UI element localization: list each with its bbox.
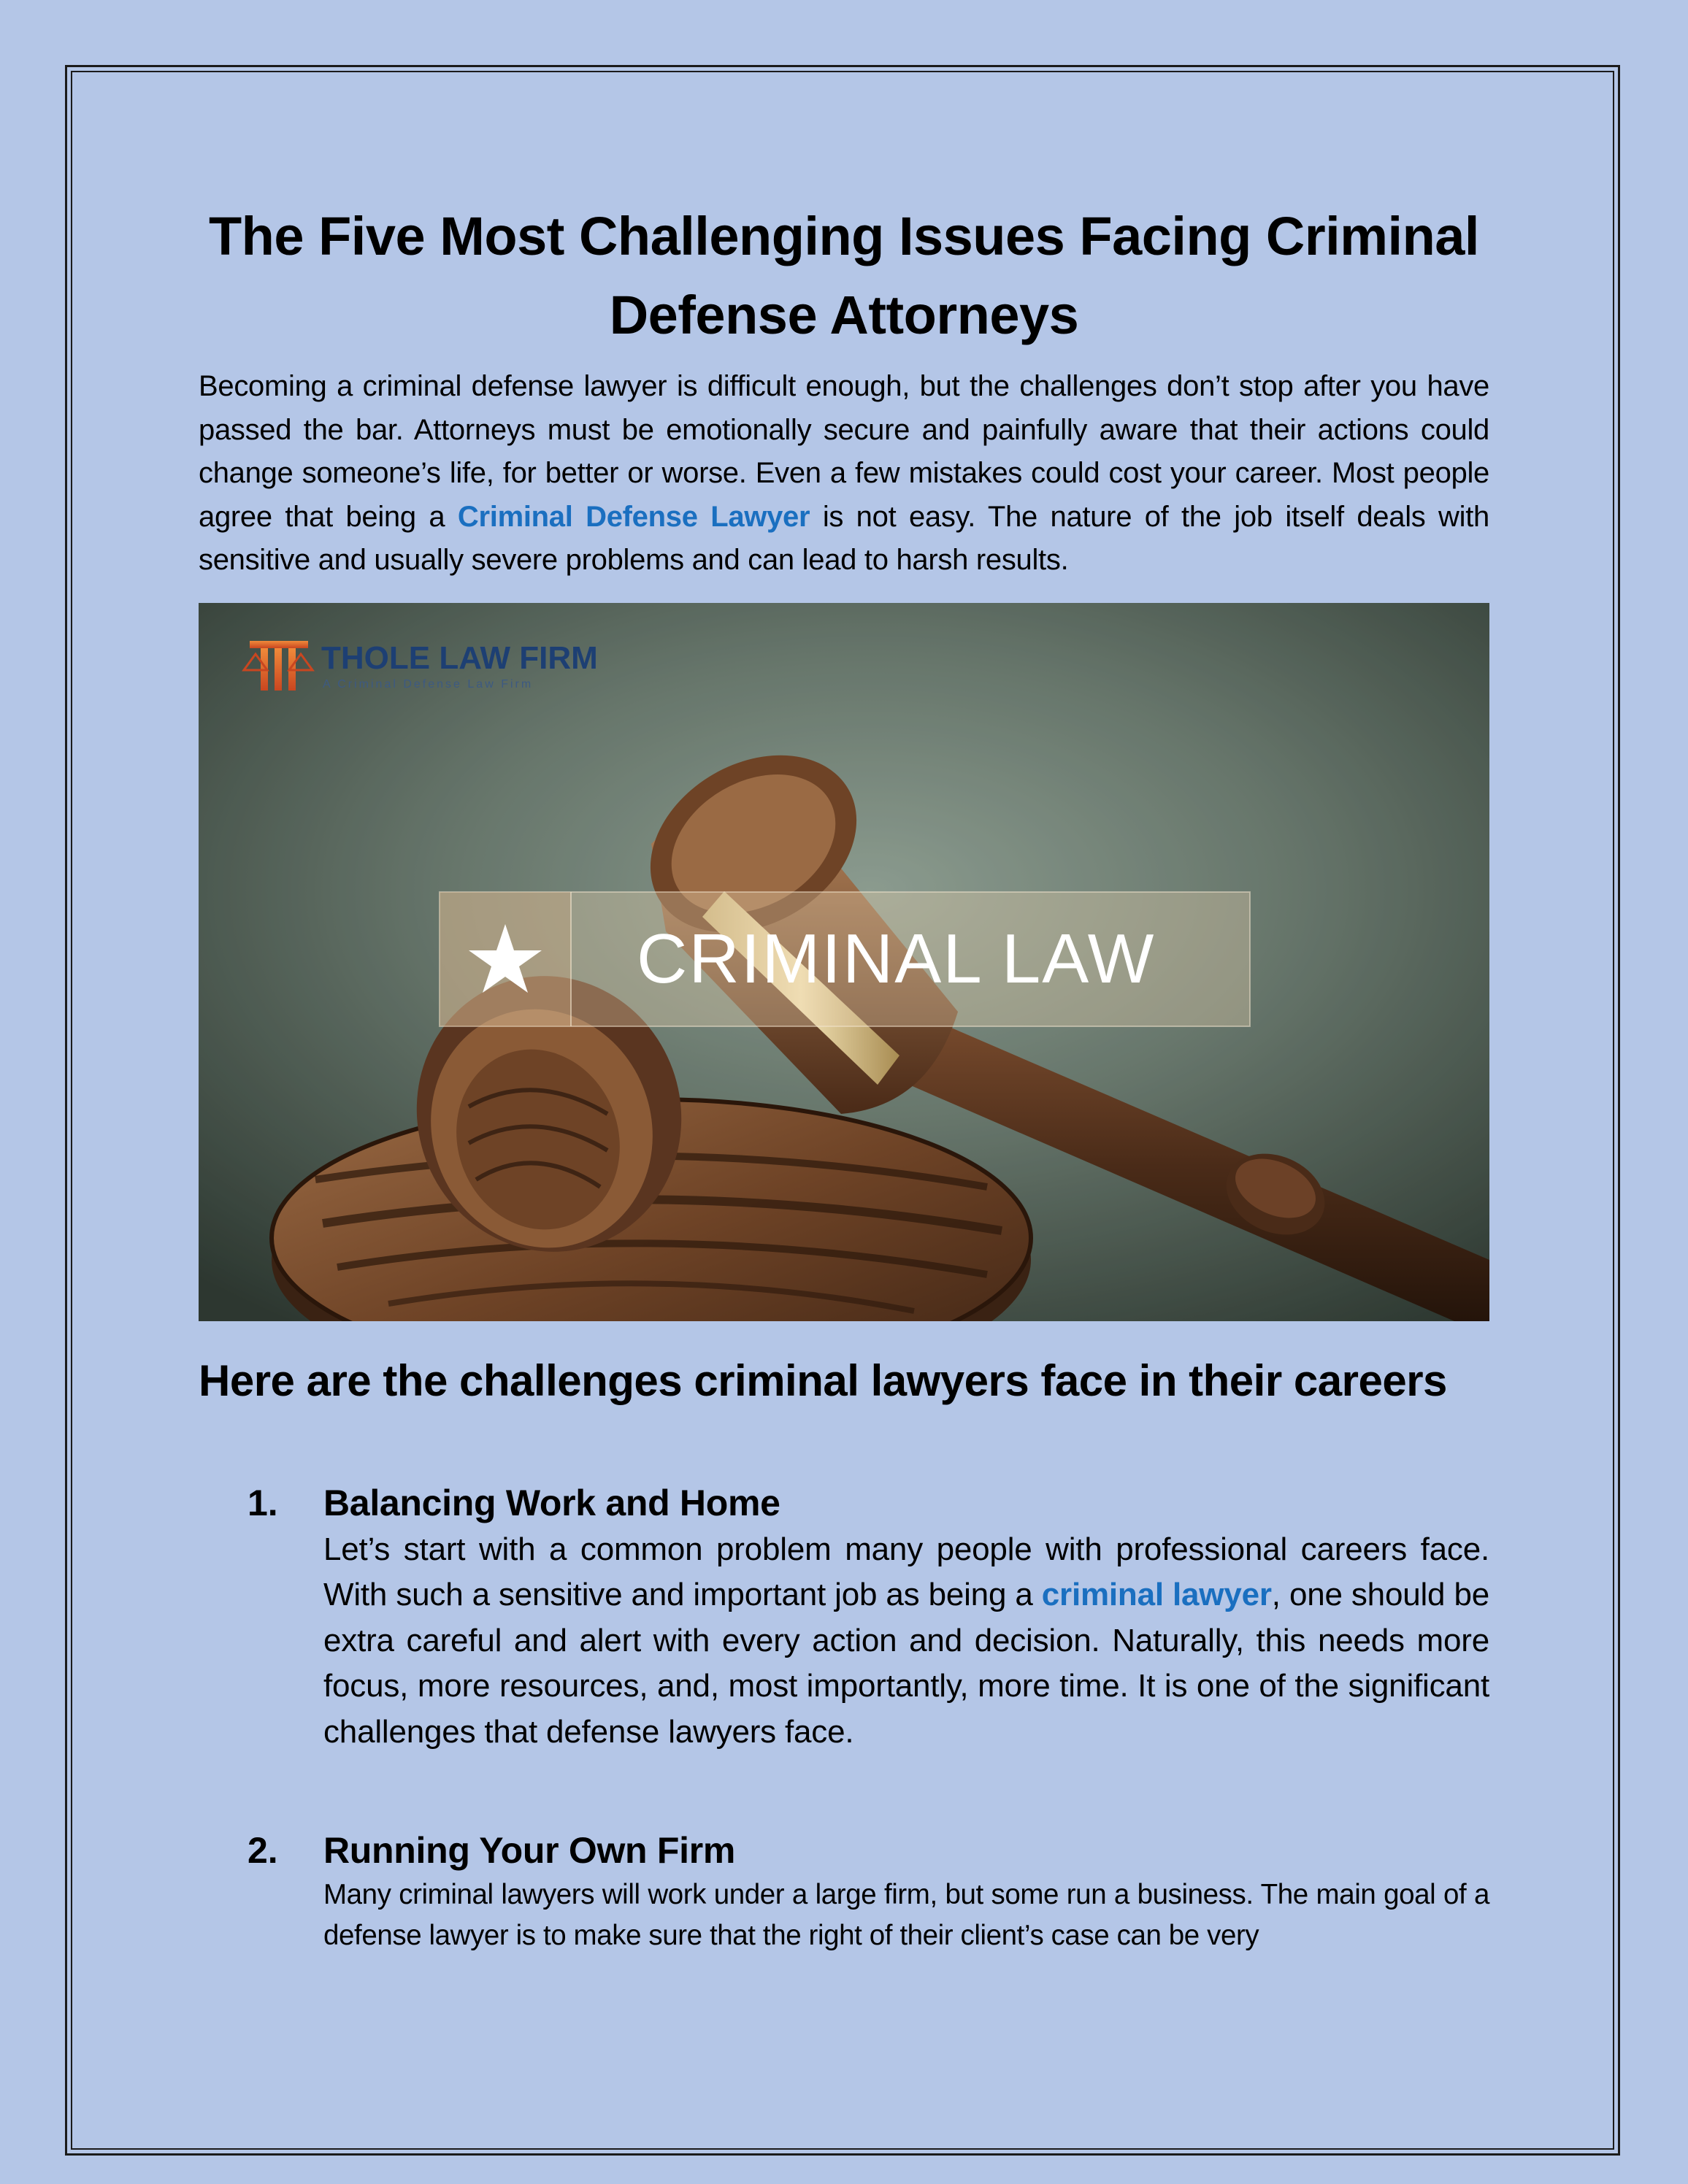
challenge-item bbox=[199, 1826, 1489, 1956]
challenge-title: Running Your Own Firm bbox=[323, 1830, 736, 1871]
document-content bbox=[199, 197, 1489, 1956]
challenge-body bbox=[323, 1527, 1489, 1756]
intro-text-after: is not easy. The nature of the job itself deals with sensitive and usually severe problems and can lead to harsh results. bbox=[199, 500, 1489, 576]
banner-text: CRIMINAL LAW bbox=[637, 919, 1156, 998]
hero-image-gavel bbox=[199, 603, 1489, 1321]
section-heading: Here are the challenges criminal lawyers face in their careers bbox=[199, 1356, 1447, 1405]
intro-paragraph bbox=[199, 365, 1489, 582]
criminal-lawyer-link[interactable]: criminal lawyer bbox=[1041, 1577, 1272, 1612]
challenge-number: 1. bbox=[248, 1482, 278, 1523]
firm-tagline: A Criminal Defense Law Firm bbox=[323, 677, 534, 691]
challenge-body: Many criminal lawyers will work under a large firm, but some run a business. The main goal of a defense lawyer is to make sure that the right of their client’s case can be very bbox=[323, 1879, 1489, 1951]
document-title: The Five Most Challenging Issues Facing Criminal Defense Attorneys bbox=[208, 206, 1479, 345]
challenge-text-after: , one should be extra careful and alert with every action and decision. Naturally, this needs more focus, more resources, and, most importantly, more time. It is one of the significant challenges that defense lawyers face. bbox=[323, 1577, 1489, 1750]
criminal-defense-lawyer-link[interactable]: Criminal Defense Lawyer bbox=[457, 500, 810, 533]
challenge-number: 2. bbox=[248, 1830, 278, 1871]
challenges-list bbox=[199, 1479, 1489, 1957]
challenge-text-before: Let’s start with a common problem many people with professional careers face. With such a sensitive and important job as being a bbox=[323, 1531, 1489, 1612]
criminal-law-banner bbox=[440, 892, 1250, 1026]
intro-text-before: Becoming a criminal defense lawyer is difficult enough, but the challenges don’t stop after you have passed the bar. Attorneys must be emotionally secure and painfully aware that their actions could change someone’s life, for better or worse. Even a few mistakes could cost your career. Most people agree that being a bbox=[199, 370, 1489, 533]
challenge-title: Balancing Work and Home bbox=[323, 1482, 780, 1523]
challenge-item bbox=[199, 1479, 1489, 1756]
firm-name: THOLE LAW FIRM bbox=[321, 639, 598, 676]
